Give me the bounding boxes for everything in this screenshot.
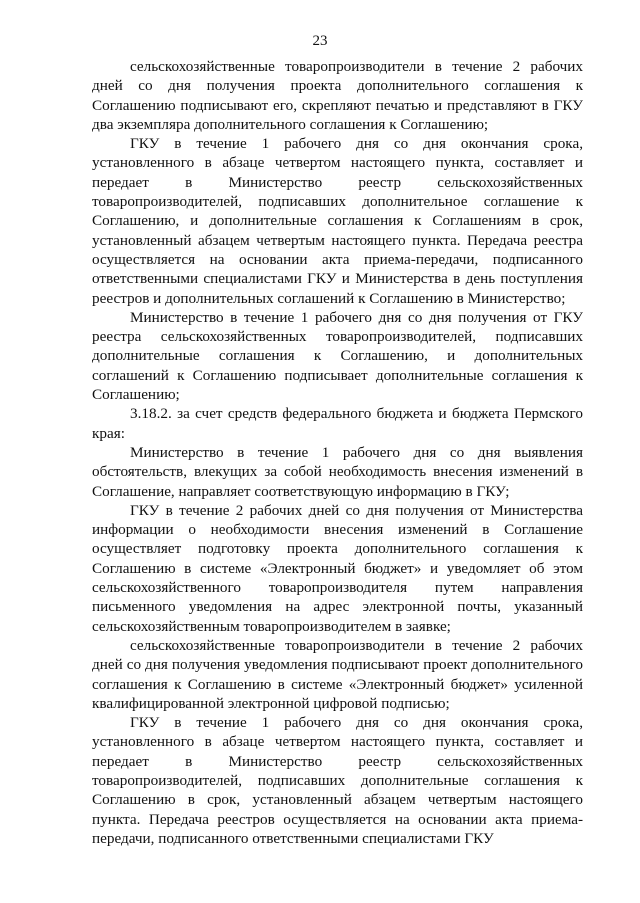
paragraph-4: 3.18.2. за счет средств федерального бюджета и бюджета Пермского края: — [92, 405, 583, 442]
paragraph-5: Министерство в течение 1 рабочего дня со дня выявления обстоятельств, влекущих за собой необходимость внесения изменений в Соглашение, направляет соответствующую информацию в ГКУ; — [92, 443, 583, 500]
document-body — [92, 57, 583, 848]
paragraph-1: сельскохозяйственные товаропроизводители в течение 2 рабочих дней со дня получения проекта дополнительного соглашения к Соглашению подписывают его, скрепляют печатью и представляют в ГКУ два экземпляра дополнительного соглашения к Соглашению; — [92, 58, 583, 133]
page-number: 23 — [312, 33, 328, 49]
paragraph-2: ГКУ в течение 1 рабочего дня со дня окончания срока, установленного в абзаце четвертом настоящего пункта, составляет и передает в Министерство реестр сельскохозяйственных товаропроизводителей, подписавших дополнительное соглашение к Соглашению, и дополнительные соглашения к Соглашениям в срок, установленный абзацем четвертым настоящего пункта. Передача реестра осуществляется на основании акта приема-передачи, подписанного ответственными специалистами ГКУ и Министерства в день поступления реестров и дополнительных соглашений к Соглашению в Министерство; — [92, 135, 583, 307]
paragraph-3: Министерство в течение 1 рабочего дня со дня получения от ГКУ реестра сельскохозяйственных товаропроизводителей, подписавших дополнительные соглашения к Соглашению, и дополнительных соглашений к Соглашению подписывает дополнительные соглашения к Соглашению; — [92, 308, 583, 404]
paragraph-7: сельскохозяйственные товаропроизводители в течение 2 рабочих дней со дня получения уведомления подписывают проект дополнительного соглашения к Соглашению в системе «Электронный бюджет» усиленной квалифицированной электронной цифровой подписью; — [92, 636, 583, 712]
paragraph-6: ГКУ в течение 2 рабочих дней со дня получения от Министерства информации о необходимости внесения изменений в Соглашение осуществляет подготовку проекта дополнительного соглашения к Соглашению в системе «Электронный бюджет» и уведомляет об этом сельскохозяйственного товаропроизводителя путем направления письменного уведомления на адрес электронной почты, указанный сельскохозяйственным товаропроизводителем в заявке; — [92, 501, 583, 635]
paragraph-8: ГКУ в течение 1 рабочего дня со дня окончания срока, установленного в абзаце четвертом настоящего пункта, составляет и передает в Министерство реестр сельскохозяйственных товаропроизводителей, подписавших дополнительные соглашения к Соглашению в срок, установленный абзацем четвертым настоящего пункта. Передача реестров осуществляется на основании акта приема-передачи, подписанного ответственными специалистами ГКУ — [92, 714, 583, 847]
